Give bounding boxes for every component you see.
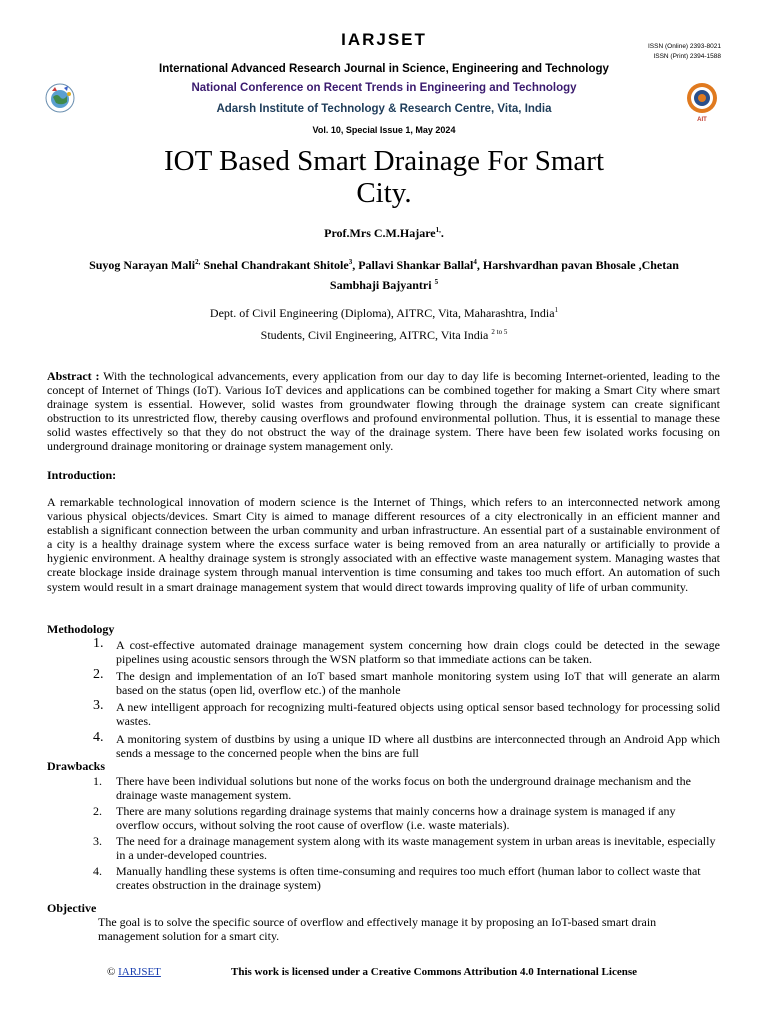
introduction-text: A remarkable technological innovation of modern science is the Internet of Things, which refers to an interconnected network among various physical objects/devices. Smart City is aimed to manage different resources of a city electronically in an efficient manner and establish a significant connection between the urban community and urban infrastructure. An essential part of a sustainable environment of a city is a healthy drainage system where the excess surface water is being removed from an area naturally or artificially to provide a hygienic environment. A healthy drainage system is strongly associated with an effective waste management system. Managing wastes that create blockage inside drainage system through manual intervention is time consuming and takes too much effort. An automation of such system would result in a smart drainage management system that would direct towards improving quality of life of urban community. — [47, 495, 720, 594]
objective-text: The goal is to solve the specific source of overflow and effectively manage it by proposing an IoT-based smart drain management solution for a smart city. — [98, 915, 657, 944]
author-name: Snehal Chandrakant Shitole — [200, 258, 349, 272]
list-number: 3. — [93, 698, 104, 714]
paper-title-line: IOT Based Smart Drainage For Smart — [163, 145, 604, 177]
list-number: 1. — [93, 774, 102, 788]
author-name: , Pallavi Shankar Ballal — [352, 258, 474, 272]
author-name: Prof.Mrs C.M.Hajare — [324, 226, 436, 240]
list-item-text: A monitoring system of dustbins by using a unique ID where all dustbins are interconnected through an Android App which sends a message to the concerned people when the bins are full — [116, 731, 720, 760]
list-number: 2. — [93, 667, 104, 683]
author-name: Suyog Narayan Mali — [89, 258, 196, 272]
methodology-list — [87, 638, 720, 763]
author-name: , Harshvardhan pavan Bhosale ,Chetan — [476, 258, 679, 272]
author-affil-marker: 4 — [473, 258, 477, 266]
institute-logo-text: AIT — [697, 117, 707, 122]
author-affil-marker: 2, — [195, 258, 201, 266]
author-affil-marker: 5 — [434, 278, 439, 286]
list-number: 2. — [93, 803, 102, 818]
paper-title — [0, 145, 768, 209]
list-item-text: A cost-effective automated drainage management system concerning how drain clogs could be detected in the sewage pipelines using acoustic sensors through the WSN platform so that immediate actions can be taken. — [116, 638, 720, 667]
list-item — [87, 638, 720, 666]
list-item — [87, 669, 720, 697]
list-item-text: There are many solutions regarding drainage systems that mainly concerns how a drainage system is managed if any overflow occurs, without solving the root cause of overflow (i.e. waste materials). — [116, 803, 676, 832]
institute-name: Adarsh Institute of Technology & Research Centre, Vita, India — [216, 103, 552, 115]
list-number: 4. — [93, 863, 102, 878]
list-item-text: Manually handling these systems is often time-consuming and requires too much effort (human labor to collect waste that creates obstruction in the drainage system) — [116, 863, 701, 892]
section-heading-methodology: Methodology — [47, 622, 115, 636]
affiliation-text: Students, Civil Engineering, AITRC, Vita India — [260, 328, 492, 342]
list-number: 3. — [93, 833, 102, 848]
list-number: 1. — [93, 636, 104, 651]
list-item — [87, 774, 720, 802]
affiliation — [0, 328, 768, 343]
list-item — [87, 729, 720, 760]
author-affil-marker: 1, — [435, 226, 441, 234]
copyright — [107, 966, 161, 978]
list-item-text: A new intelligent approach for recognizing multi-featured objects using optical sensor based technology for processing solid wastes. — [116, 700, 720, 729]
drawbacks-list — [87, 774, 720, 894]
section-heading-drawbacks: Drawbacks — [47, 759, 106, 773]
section-heading-objective: Objective — [47, 901, 97, 915]
affiliation-text: Dept. of Civil Engineering (Diploma), AITRC, Vita, Maharashtra, India — [209, 306, 555, 320]
corresponding-author: Prof.Mrs C.M.Hajare$^{1,}$. — [324, 226, 444, 240]
list-item — [87, 834, 720, 862]
list-item — [87, 700, 720, 728]
issn-print: ISSN (Print) 2394-1588 — [653, 53, 721, 60]
affiliation — [0, 306, 768, 321]
abstract — [47, 369, 720, 454]
author-list-continued — [0, 278, 768, 293]
conference-logo-icon — [44, 82, 76, 114]
list-item-text: The design and implementation of an IoT based smart manhole monitoring system using IoT that will generate an alarm based on the status (open lid, overflow etc.) of the manhole — [116, 669, 720, 698]
list-item-text: There have been individual solutions but none of the works focus on both the underground drainage mechanism and the drainage waste management system. — [116, 774, 691, 803]
license-text: This work is licensed under a Creative Commons Attribution 4.0 International License — [231, 966, 637, 978]
journal-logo-text: IARJSET — [341, 30, 427, 49]
paper-title-line: City. — [356, 177, 412, 209]
copyright-symbol: © — [107, 966, 116, 978]
section-heading-introduction: Introduction: — [47, 468, 117, 482]
author-name: Sambhaji Bajyantri — [329, 278, 432, 292]
author-affil-marker: 3 — [348, 258, 353, 266]
abstract-text: With the technological advancements, every application from our day to day life is becoming Internet-oriented, leading to the concept of Internet of Things (IoT). Various IoT devices and applications can be combined together for making a Smart City where smart drainage system is essential. However, solid wastes from groundwater flowing through the drainage system can create significant obstruction to its unrestricted flow, thereby causing overflows and profound environmental pollution. Thus, it is essential to manage these solid wastes effectively so that they do not obstruct the way of the drainage system. There have been few isolated works focusing on underground drainage monitoring or drainage system management only. — [47, 369, 721, 454]
affiliation-marker: 1 — [554, 306, 559, 314]
conference-name: National Conference on Recent Trends in Engineering and Technology — [191, 82, 577, 94]
volume-line: Vol. 10, Special Issue 1, May 2024 — [312, 125, 456, 135]
institute-logo-icon — [684, 82, 720, 122]
abstract-label: Abstract : — [47, 369, 100, 383]
author-list — [0, 258, 768, 273]
list-number: 4. — [93, 729, 104, 745]
journal-link[interactable]: IARJSET — [118, 966, 161, 978]
journal-name: International Advanced Research Journal in Science, Engineering and Technology — [159, 63, 609, 75]
affiliation-marker: 2 to 5 — [491, 328, 508, 336]
list-item — [87, 864, 720, 892]
issn-online: ISSN (Online) 2393-8021 — [648, 43, 721, 50]
list-item-text: The need for a drainage management system along with its waste management system in urban areas is inevitable, especially in a under-developed countries. — [116, 833, 716, 862]
list-item — [87, 804, 720, 832]
